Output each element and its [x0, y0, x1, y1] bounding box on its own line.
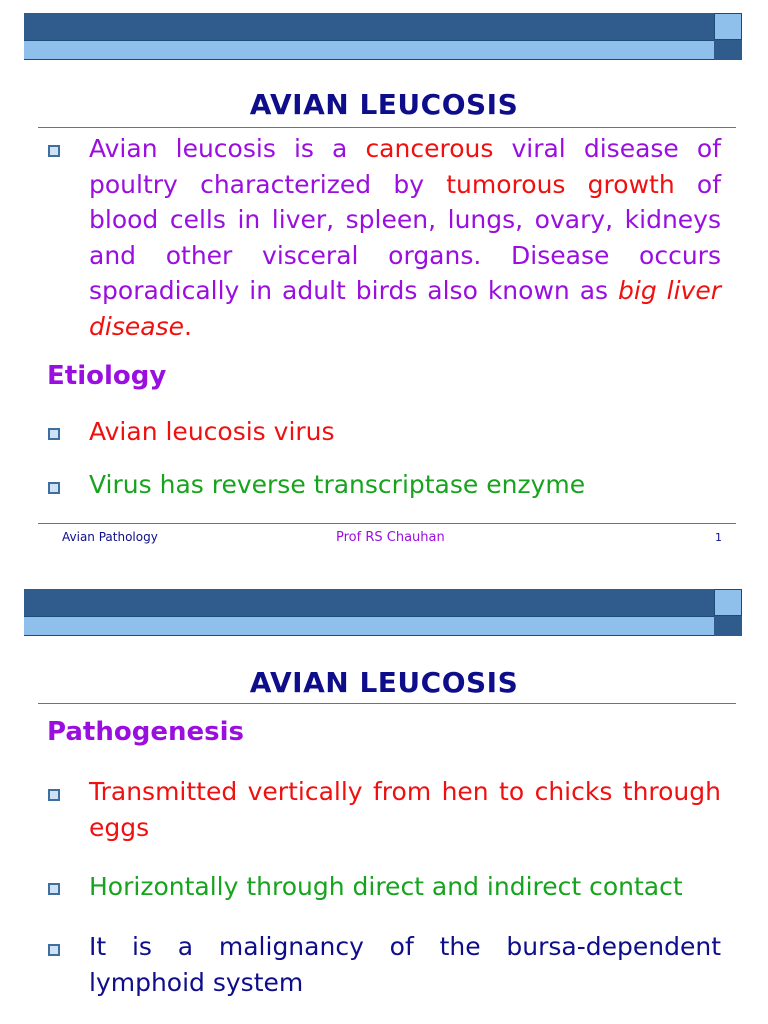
header-band-light	[24, 40, 742, 60]
intro-text: .	[183, 311, 192, 341]
header-band-dark	[24, 13, 742, 40]
bullet-icon	[48, 428, 60, 440]
header-corner-light	[714, 589, 742, 616]
footer-course: Avian Pathology	[62, 530, 158, 544]
title-rule	[38, 703, 736, 704]
header-band-dark	[24, 589, 742, 616]
bullet-icon	[48, 145, 60, 157]
footer-page-number: 1	[715, 531, 722, 544]
header-corner-dark	[714, 40, 742, 60]
bullet-icon	[48, 789, 60, 801]
highlight-big-liver-disease: big liver disease	[89, 276, 721, 341]
pathogenesis-bullet-3: It is a malignancy of the bursa-dependent lymphoid system	[89, 932, 721, 997]
slide-title: AVIAN LEUCOSIS	[249, 666, 519, 699]
bullet-icon	[48, 944, 60, 956]
intro-text: viral disease of poultry characterized by	[89, 134, 721, 199]
etiology-bullet-1: Avian leucosis virus	[89, 417, 335, 446]
pathogenesis-bullet-1: Transmitted vertically from hen to chicks through eggs	[89, 777, 721, 842]
header-corner-light	[714, 13, 742, 40]
bullet-icon	[48, 883, 60, 895]
title-rule	[38, 127, 736, 128]
intro-text: Avian leucosis is a	[89, 134, 366, 163]
highlight-tumorous-growth: tumorous growth	[446, 169, 675, 199]
section-heading-pathogenesis: Pathogenesis	[47, 717, 244, 747]
bullet-icon	[48, 482, 60, 494]
pathogenesis-bullet-2: Horizontally through direct and indirect contact	[89, 872, 683, 901]
header-band-light	[24, 616, 742, 636]
header-corner-dark	[714, 616, 742, 636]
slide-title: AVIAN LEUCOSIS	[249, 88, 519, 121]
intro-paragraph	[89, 131, 721, 344]
highlight-cancerous: cancerous	[365, 134, 494, 163]
slide-2	[0, 576, 768, 1024]
etiology-bullet-2: Virus has reverse transcriptase enzyme	[89, 470, 586, 499]
section-heading-etiology: Etiology	[47, 361, 167, 391]
intro-text: of blood cells in liver, spleen, lungs, ovary, kidneys and other visceral organs. Disease occurs sporadically in adult birds also known as	[89, 169, 722, 305]
footer-author: Prof RS Chauhan	[336, 530, 445, 545]
footer-rule	[38, 523, 736, 524]
